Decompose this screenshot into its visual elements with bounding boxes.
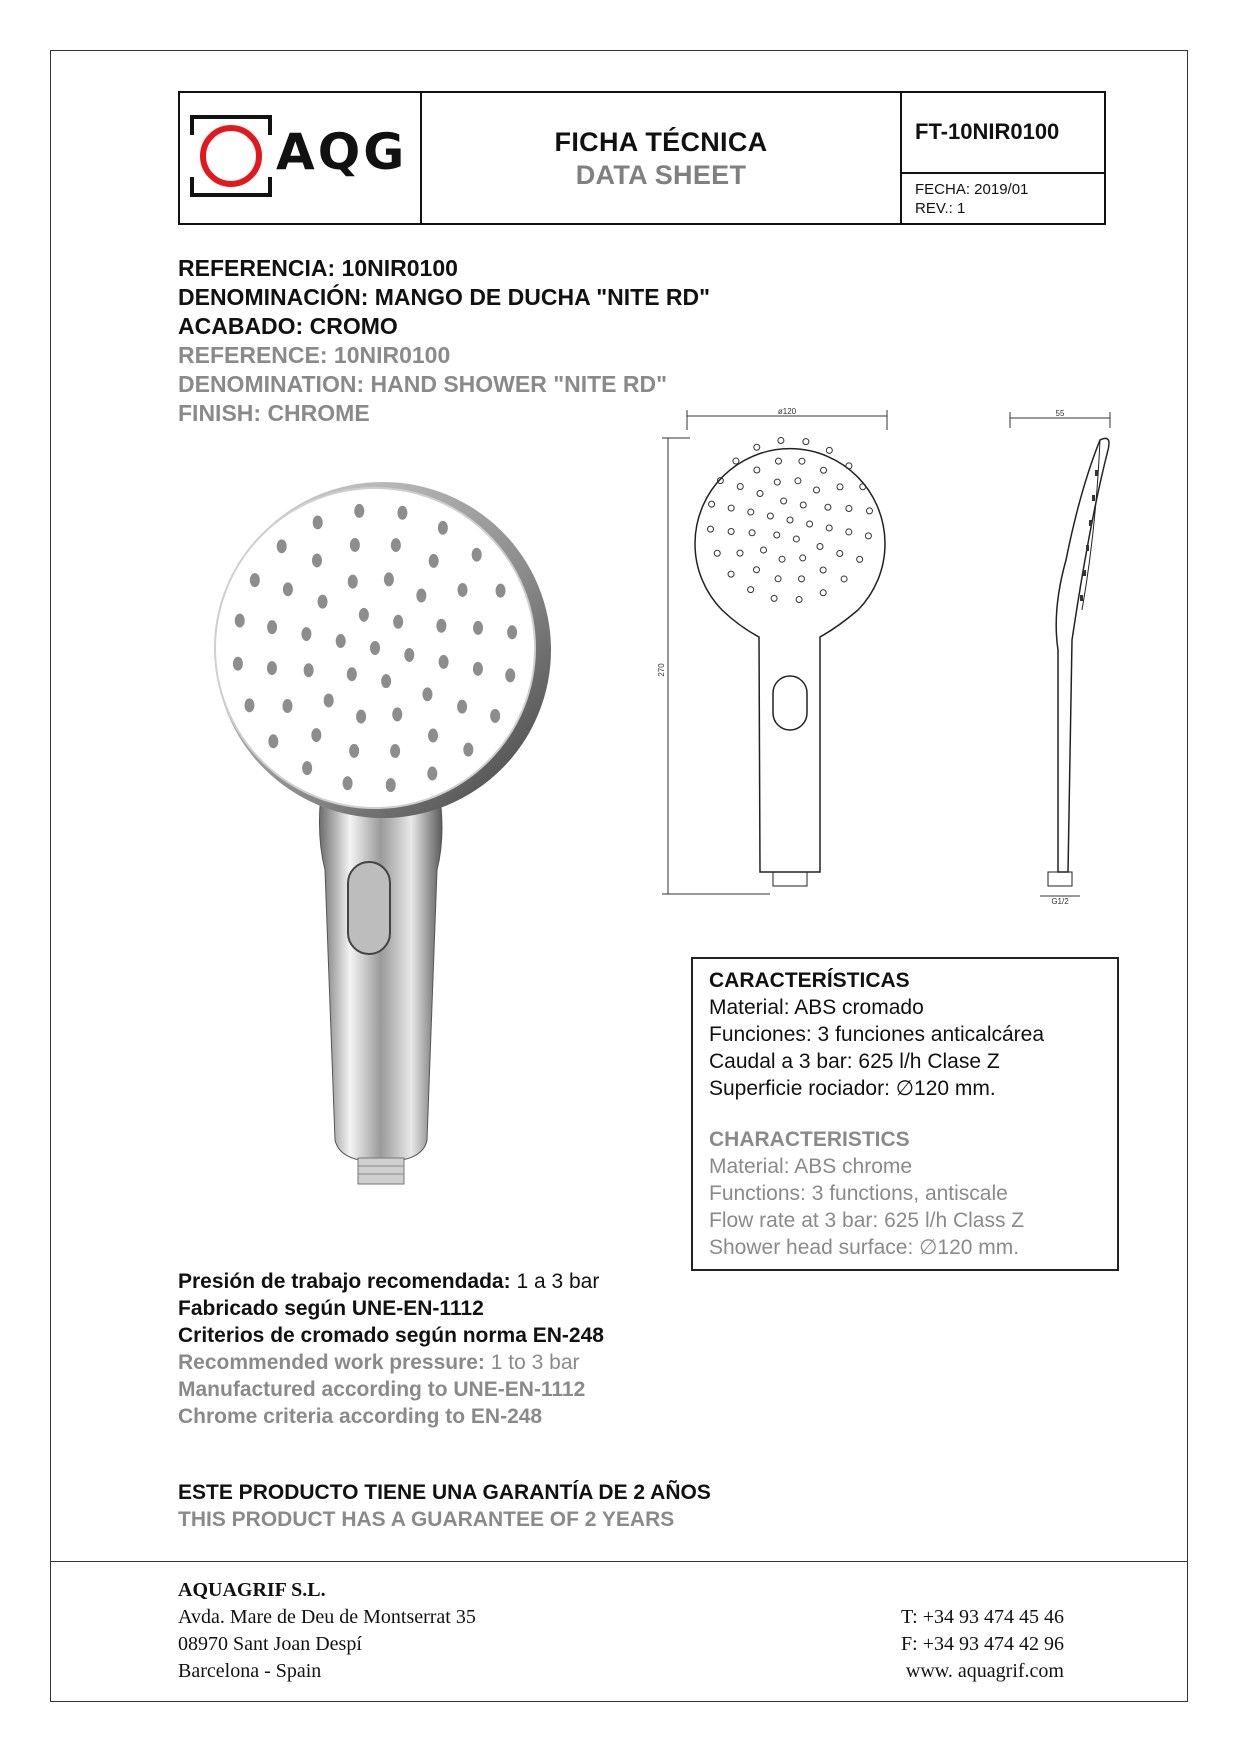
denomination-es: DENOMINACIÓN: MANGO DE DUCHA "NITE RD" <box>178 284 711 310</box>
finish-es: ACABADO: CROMO <box>178 313 398 339</box>
reference-block <box>178 254 710 428</box>
footer-divider <box>50 1561 1188 1562</box>
char-line-es: Funciones: 3 funciones anticalcárea <box>709 1023 1045 1046</box>
chrome-es: Criterios de cromado según norma EN-248 <box>178 1324 604 1347</box>
guarantee-es: ESTE PRODUCTO TIENE UNA GARANTÍA DE 2 AÑOS <box>178 1481 711 1504</box>
char-line-en: Functions: 3 functions, antiscale <box>709 1182 1008 1205</box>
title-spanish: FICHA TÉCNICA <box>554 127 768 157</box>
document-code: FT-10NIR0100 <box>902 93 1104 174</box>
characteristics-box <box>691 957 1119 1271</box>
char-line-en: Flow rate at 3 bar: 625 l/h Class Z <box>709 1209 1025 1232</box>
dim-height: 270 <box>657 663 666 677</box>
address-line: Avda. Mare de Deu de Montserrat 35 <box>178 1606 476 1628</box>
char-line-es: Superficie rociador: ∅120 mm. <box>709 1077 996 1100</box>
address-line: 08970 Sant Joan Despí <box>178 1633 362 1655</box>
technical-drawing-side <box>1000 410 1120 910</box>
company-contact <box>901 1604 1064 1685</box>
title-english: DATA SHEET <box>575 160 747 190</box>
reference-es: REFERENCIA: 10NIR0100 <box>178 255 458 281</box>
characteristics-title-en: CHARACTERISTICS <box>709 1128 910 1151</box>
address-line: Barcelona - Spain <box>178 1660 322 1682</box>
dim-width: ø120 <box>777 407 797 416</box>
specs-block <box>178 1268 604 1430</box>
date: FECHA: 2019/01 <box>915 181 1029 198</box>
char-line-en: Shower head surface: ∅120 mm. <box>709 1236 1020 1259</box>
header-table <box>178 91 1106 225</box>
title-cell <box>422 93 902 223</box>
product-photo <box>165 450 595 1210</box>
char-line-en: Material: ABS chrome <box>709 1155 913 1178</box>
revision: REV.: 1 <box>915 200 966 217</box>
phone: T: +34 93 474 45 46 <box>900 1606 1064 1628</box>
char-line-es: Caudal a 3 bar: 625 l/h Clase Z <box>709 1050 1000 1073</box>
reference-en: REFERENCE: 10NIR0100 <box>178 342 451 368</box>
company-name: AQUAGRIF S.L. <box>178 1579 326 1601</box>
char-line-es: Material: ABS cromado <box>709 996 924 1019</box>
characteristics-title-es: CARACTERÍSTICAS <box>709 969 910 992</box>
norm-es: Fabricado según UNE-EN-1112 <box>178 1297 484 1320</box>
dim-depth: 55 <box>1055 409 1065 418</box>
norm-en: Manufactured according to UNE-EN-1112 <box>178 1378 586 1401</box>
date-revision <box>902 174 1104 218</box>
guarantee-en: THIS PRODUCT HAS A GUARANTEE OF 2 YEARS <box>178 1508 675 1531</box>
dim-thread: G1/2 <box>1051 897 1069 906</box>
company-address <box>178 1577 476 1685</box>
pressure-es: Presión de trabajo recomendada: 1 a 3 bar <box>178 1270 600 1293</box>
code-cell <box>902 93 1104 223</box>
chrome-en: Chrome criteria according to EN-248 <box>178 1405 543 1428</box>
finish-en: FINISH: CHROME <box>178 400 370 426</box>
fax: F: +34 93 474 42 96 <box>901 1633 1064 1655</box>
aqg-logo-icon <box>188 113 274 199</box>
technical-drawing-front <box>657 407 900 910</box>
pressure-en: Recommended work pressure: 1 to 3 bar <box>178 1351 580 1374</box>
brand-name: AQG <box>276 123 408 181</box>
guarantee-block <box>178 1479 711 1533</box>
website: www. aquagrif.com <box>905 1660 1064 1682</box>
logo-cell <box>180 93 422 223</box>
denomination-en: DENOMINATION: HAND SHOWER "NITE RD" <box>178 371 668 397</box>
